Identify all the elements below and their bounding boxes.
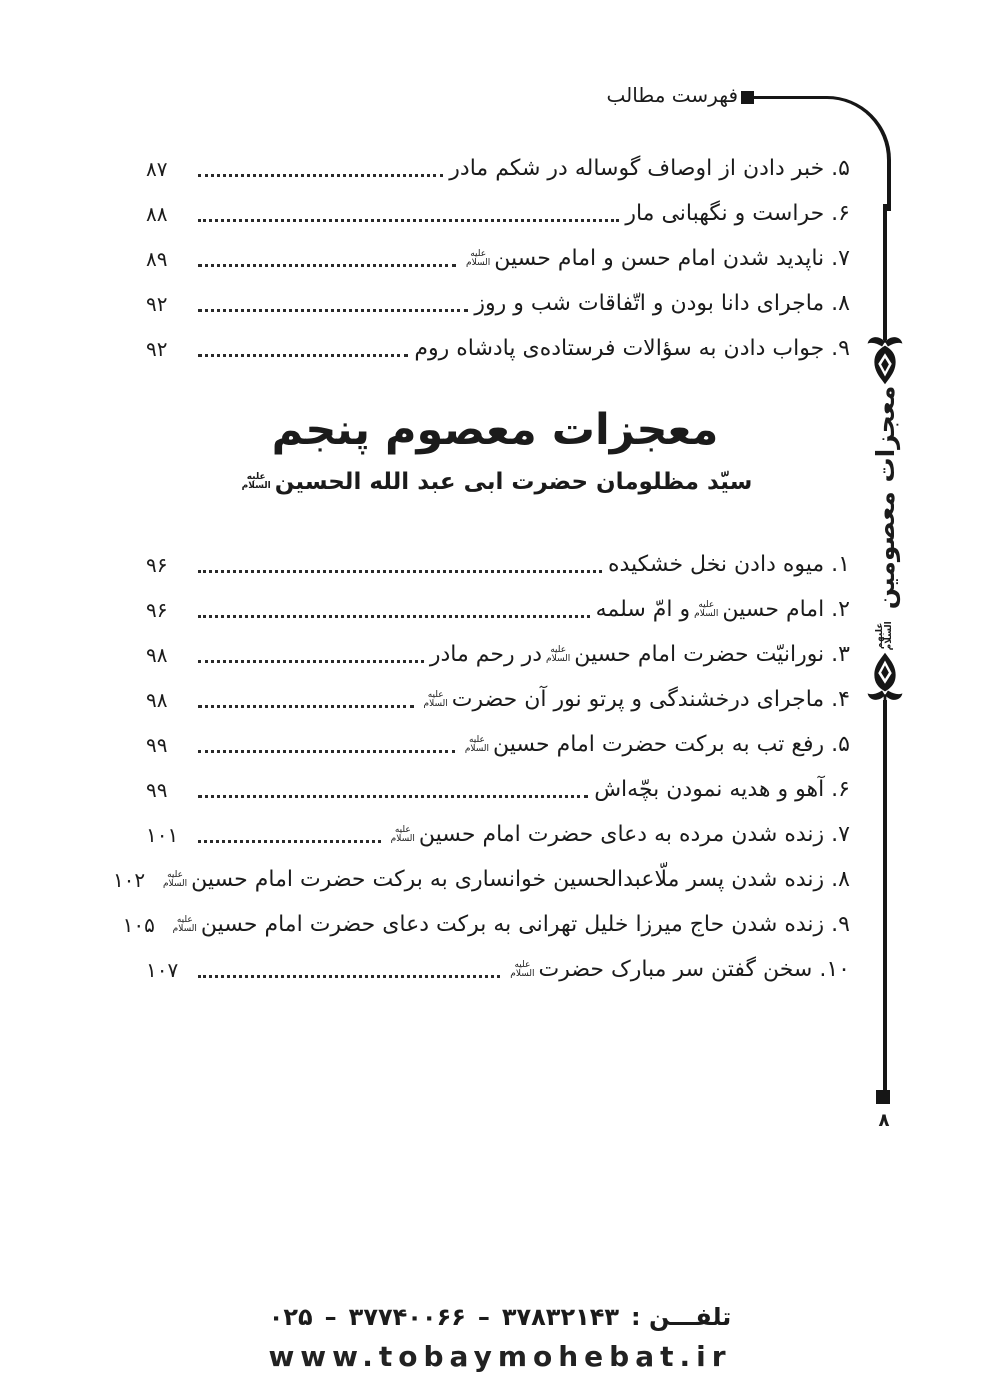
toc-item (140, 947, 850, 992)
toc-item-text: ۶. آهو و هدیه نمودن بچّه‌اش (594, 777, 850, 802)
alayhis-salam-stamp: عليه السلام (162, 870, 188, 889)
toc-item-text: ۹. زنده شدن حاج میرزا خلیل تهرانی به برکت دعای حضرت امام حسین عليه السلام (172, 912, 850, 937)
phone-area-code: ۰۲۵ (268, 1303, 313, 1331)
header-rule-square (741, 91, 754, 104)
toc-item (140, 281, 850, 326)
toc-list-lower (112, 542, 850, 992)
toc-page-number: ۹۹ (146, 732, 168, 757)
toc-item (140, 722, 850, 767)
toc-page-number: ۸۸ (146, 201, 168, 226)
toc-item-text: ۹. جواب دادن به سؤالات فرستاده‌ی پادشاه روم (414, 336, 850, 361)
toc-item (140, 632, 850, 677)
toc-item (140, 767, 850, 812)
toc-item-text: ۷. ناپدید شدن امام حسن و امام حسین عليه السلام (466, 246, 850, 271)
margin-title-text: معجزات معصومین (870, 385, 900, 610)
toc-item (140, 812, 850, 857)
toc-page-number: ۹۲ (146, 336, 168, 361)
toc-item-text: ۱۰. سخن گفتن سر مبارک حضرت عليه السلام (510, 957, 850, 982)
alayhis-salam-stamp: عليه السلام (464, 735, 490, 754)
alayhim-salam-stamp: عليهم السلام (875, 621, 894, 651)
alayhis-salam-stamp: عليه السلام (241, 472, 271, 491)
toc-item (140, 146, 850, 191)
toc-page-number: ۹۲ (146, 291, 168, 316)
margin-rule-end-square (876, 1090, 890, 1104)
dot-leader (198, 840, 381, 843)
alayhis-salam-stamp: عليه السلام (546, 645, 571, 664)
toc-page-number: ۱۰۱ (146, 822, 179, 847)
margin-vertical-title (862, 385, 908, 652)
phone-number: ۳۷۸۳۲۱۴۳ (501, 1303, 620, 1331)
toc-page-number: ۸۷ (146, 156, 168, 181)
alayhis-salam-stamp: عليه السلام (466, 249, 491, 268)
toc-page-number: ۹۶ (146, 552, 168, 577)
toc-list-upper (140, 146, 850, 371)
dot-leader (198, 219, 619, 222)
dot-leader (198, 615, 590, 618)
alayhis-salam-stamp: عليه السلام (172, 915, 197, 934)
toc-page-number: ۱۰۵ (122, 912, 155, 937)
toc-item-text: ۱. میوه دادن نخل خشکیده (607, 552, 850, 577)
floral-finial-icon (855, 333, 915, 391)
toc-item-text: ۶. حراست و نگهبانی مار (625, 201, 850, 226)
toc-page-number: ۱۰۲ (112, 867, 146, 892)
toc-page-number: ۹۶ (146, 597, 168, 622)
toc-item-text: ۵. خبر دادن از اوصاف گوساله در شکم مادر (449, 156, 850, 181)
footer-website: www.tobaymohebat.ir (268, 1340, 732, 1373)
toc-page-number: ۹۹ (146, 777, 168, 802)
toc-item-text: ۲. امام حسین عليه السلام و امّ سلمه (595, 597, 850, 622)
dot-leader (198, 750, 455, 753)
toc-item-text: ۴. ماجرای درخشندگی و پرتو نور آن حضرت عليه السلام (423, 687, 850, 712)
section-subtitle: سیّد مظلومان حضرت ابی عبد الله الحسین عليه السلام (241, 468, 753, 495)
section-heading (140, 398, 850, 495)
margin-rule-upper (883, 204, 887, 340)
toc-item (140, 677, 850, 722)
toc-item (112, 857, 850, 902)
toc-item (122, 902, 850, 947)
toc-item-text: ۵. رفع تب به برکت حضرت امام حسین عليه السلام (464, 732, 850, 757)
dot-leader (198, 570, 602, 573)
margin-rule-lower (883, 700, 887, 1092)
section-title: معجزات معصوم پنجم (271, 405, 719, 455)
alayhis-salam-stamp: عليه السلام (510, 960, 535, 979)
toc-item (140, 191, 850, 236)
alayhis-salam-stamp: عليه السلام (694, 600, 719, 619)
toc-item-text: ۸. ماجرای دانا بودن و اتّفاقات شب و روز (474, 291, 850, 316)
dot-leader (198, 264, 456, 267)
toc-item (140, 236, 850, 281)
dot-leader (198, 975, 500, 978)
phone-separator: – (324, 1303, 337, 1331)
dot-leader (198, 174, 443, 177)
alayhis-salam-stamp: عليه السلام (390, 825, 415, 844)
toc-item (140, 542, 850, 587)
phone-number: ۳۷۷۴۰۰۶۶ (348, 1303, 466, 1331)
dot-leader (198, 705, 414, 708)
dot-leader (198, 660, 424, 663)
toc-item (140, 326, 850, 371)
toc-page-number: ۹۸ (146, 687, 168, 712)
dot-leader (198, 309, 468, 312)
dot-leader (198, 795, 588, 798)
phone-label: تلفـــن : (631, 1303, 732, 1331)
toc-item (140, 587, 850, 632)
toc-page-number: ۸۹ (146, 246, 168, 271)
dot-leader (198, 354, 408, 357)
toc-item-text: ۸. زنده شدن پسر ملّاعبدالحسین خوانساری به برکت حضرت امام حسین عليه السلام (162, 867, 850, 892)
phone-separator: – (477, 1303, 490, 1331)
floral-finial-icon (855, 646, 915, 704)
toc-item-text: ۷. زنده شدن مرده به دعای حضرت امام حسین عليه السلام (390, 822, 850, 847)
page-header-title: فهرست مطالب (606, 83, 738, 107)
toc-item-text: ۳. نورانیّت حضرت امام حسین عليه السلام در رحم مادر (429, 642, 850, 667)
alayhis-salam-stamp: عليه السلام (423, 690, 448, 709)
footer-phone-line (0, 1303, 1000, 1331)
toc-page-number: ۹۸ (146, 642, 168, 667)
toc-page-number: ۱۰۷ (146, 957, 179, 982)
folio-page-number: ۸ (878, 1110, 890, 1131)
